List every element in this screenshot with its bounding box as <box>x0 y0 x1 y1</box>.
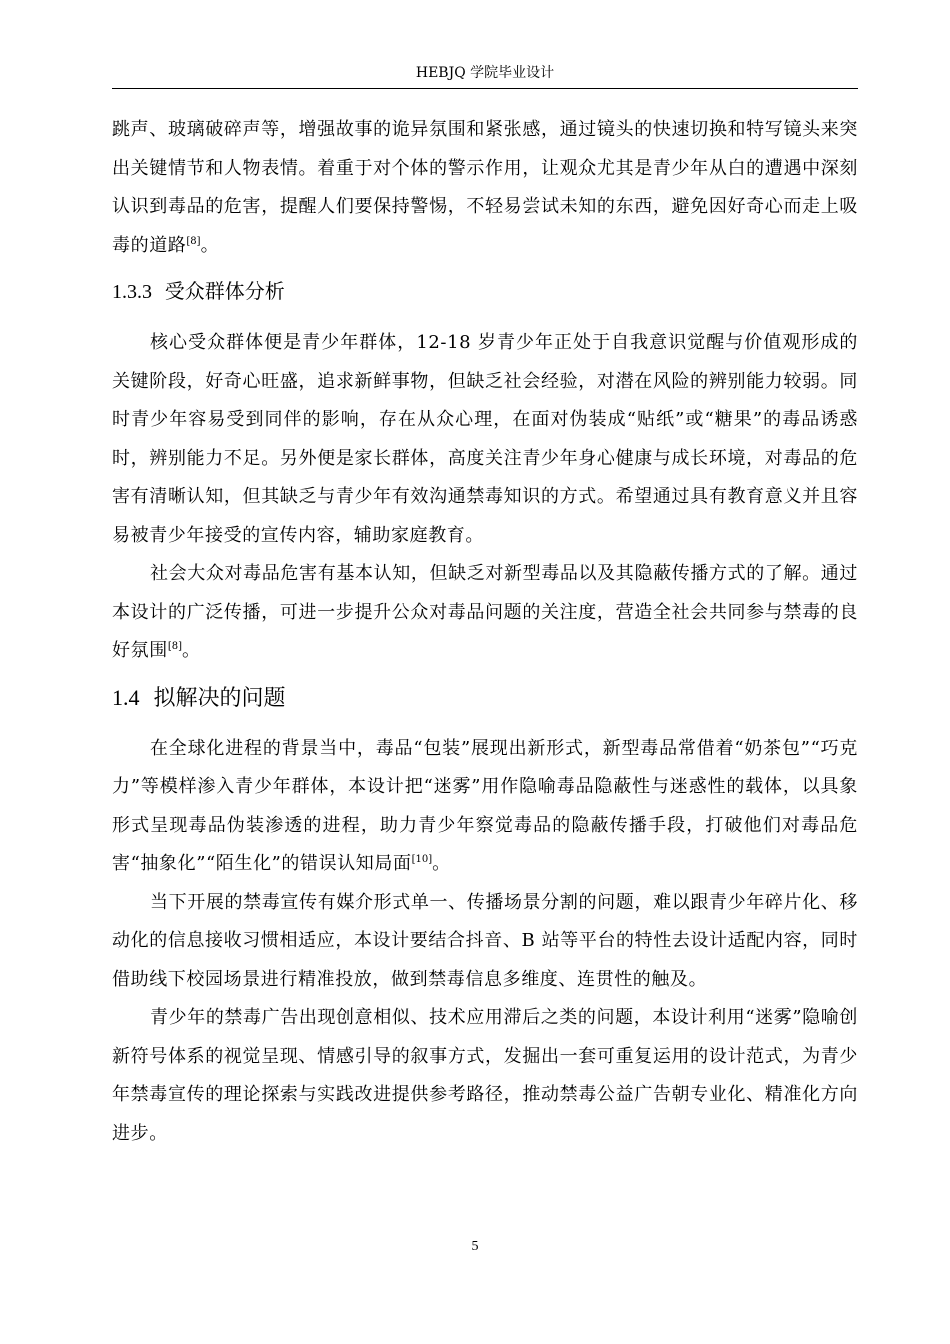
paragraph-end: 。 <box>181 640 201 661</box>
page-header: HEBJQ 学院毕业设计 <box>415 65 555 81</box>
subsection-number: 1.3.3 <box>112 281 152 303</box>
section-number: 1.4 <box>112 684 140 710</box>
citation-ref: [10] <box>411 854 433 865</box>
section-title: 拟解决的问题 <box>153 685 286 711</box>
header-rule <box>112 88 858 89</box>
paragraph: 当下开展的禁毒宣传有媒介形式单一、传播场景分割的问题，难以跟青少年碎片化、移动化的信息接收习惯相适应，本设计要结合抖音、B 站等平台的特性去设计适配内容，同时借助线下校园场景进行精准投放，做到禁毒信息多维度、连贯性的触及。 <box>112 891 858 990</box>
paragraph-continued <box>112 111 858 265</box>
paragraph <box>112 555 858 671</box>
subsection-heading <box>112 277 858 306</box>
citation-ref: [8] <box>167 641 182 652</box>
paragraph-text: 在全球化进程的背景当中，毒品“包装”展现出新形式，新型毒品常借着“奶茶包”“巧克力”等模样渗入青少年群体，本设计把“迷雾”用作隐喻毒品隐蔽性与迷惑性的载体，以具象形式呈现毒品伪装渗透的进程，助力青少年察觉毒品的隐蔽传播手段，打破他们对毒品危害“抽象化”“陌生化”的错误认知局面 <box>112 737 858 874</box>
section-heading <box>112 683 858 714</box>
paragraph-text: 跳声、玻璃破碎声等，增强故事的诡异氛围和紧张感，通过镜头的快速切换和特写镜头来突出关键情节和人物表情。着重于对个体的警示作用，让观众尤其是青少年从白的遭遇中深刻认识到毒品的危害，提醒人们要保持警惕，不轻易尝试未知的东西，避免因好奇心而走上吸毒的道路 <box>112 119 858 256</box>
paragraph <box>112 730 858 884</box>
document-body <box>112 111 858 1153</box>
paragraph-end: 。 <box>432 853 451 874</box>
paragraph-text: 社会大众对毒品危害有基本认知，但缺乏对新型毒品以及其隐蔽传播方式的了解。通过本设计的广泛传播，可进一步提升公众对毒品问题的关注度，营造全社会共同参与禁毒的良好氛围 <box>112 563 858 661</box>
citation-ref: [8] <box>186 235 201 247</box>
paragraph: 核心受众群体便是青少年群体，12-18 岁青少年正处于自我意识觉醒与价值观形成的关键阶段，好奇心旺盛，追求新鲜事物，但缺乏社会经验，对潜在风险的辨别能力较弱。同时青少年容易受到同伴的影响，存在从众心理，在面对伪装成“贴纸”或“糖果”的毒品诱惑时，辨别能力不足。另外便是家长群体，高度关注青少年身心健康与成长环境，对毒品的危害有清晰认知，但其缺乏与青少年有效沟通禁毒知识的方式。希望通过具有教育意义并且容易被青少年接受的宣传内容，辅助家庭教育。 <box>112 332 858 546</box>
page-number: 5 <box>471 1239 479 1254</box>
subsection-title: 受众群体分析 <box>164 279 285 303</box>
paragraph: 青少年的禁毒广告出现创意相似、技术应用滞后之类的问题，本设计利用“迷雾”隐喻创新符号体系的视觉呈现、情感引导的叙事方式，发掘出一套可重复运用的设计范式，为青少年禁毒宣传的理论探索与实践改进提供参考路径，推动禁毒公益广告朝专业化、精准化方向进步。 <box>112 1007 858 1144</box>
paragraph-end: 。 <box>200 234 220 256</box>
